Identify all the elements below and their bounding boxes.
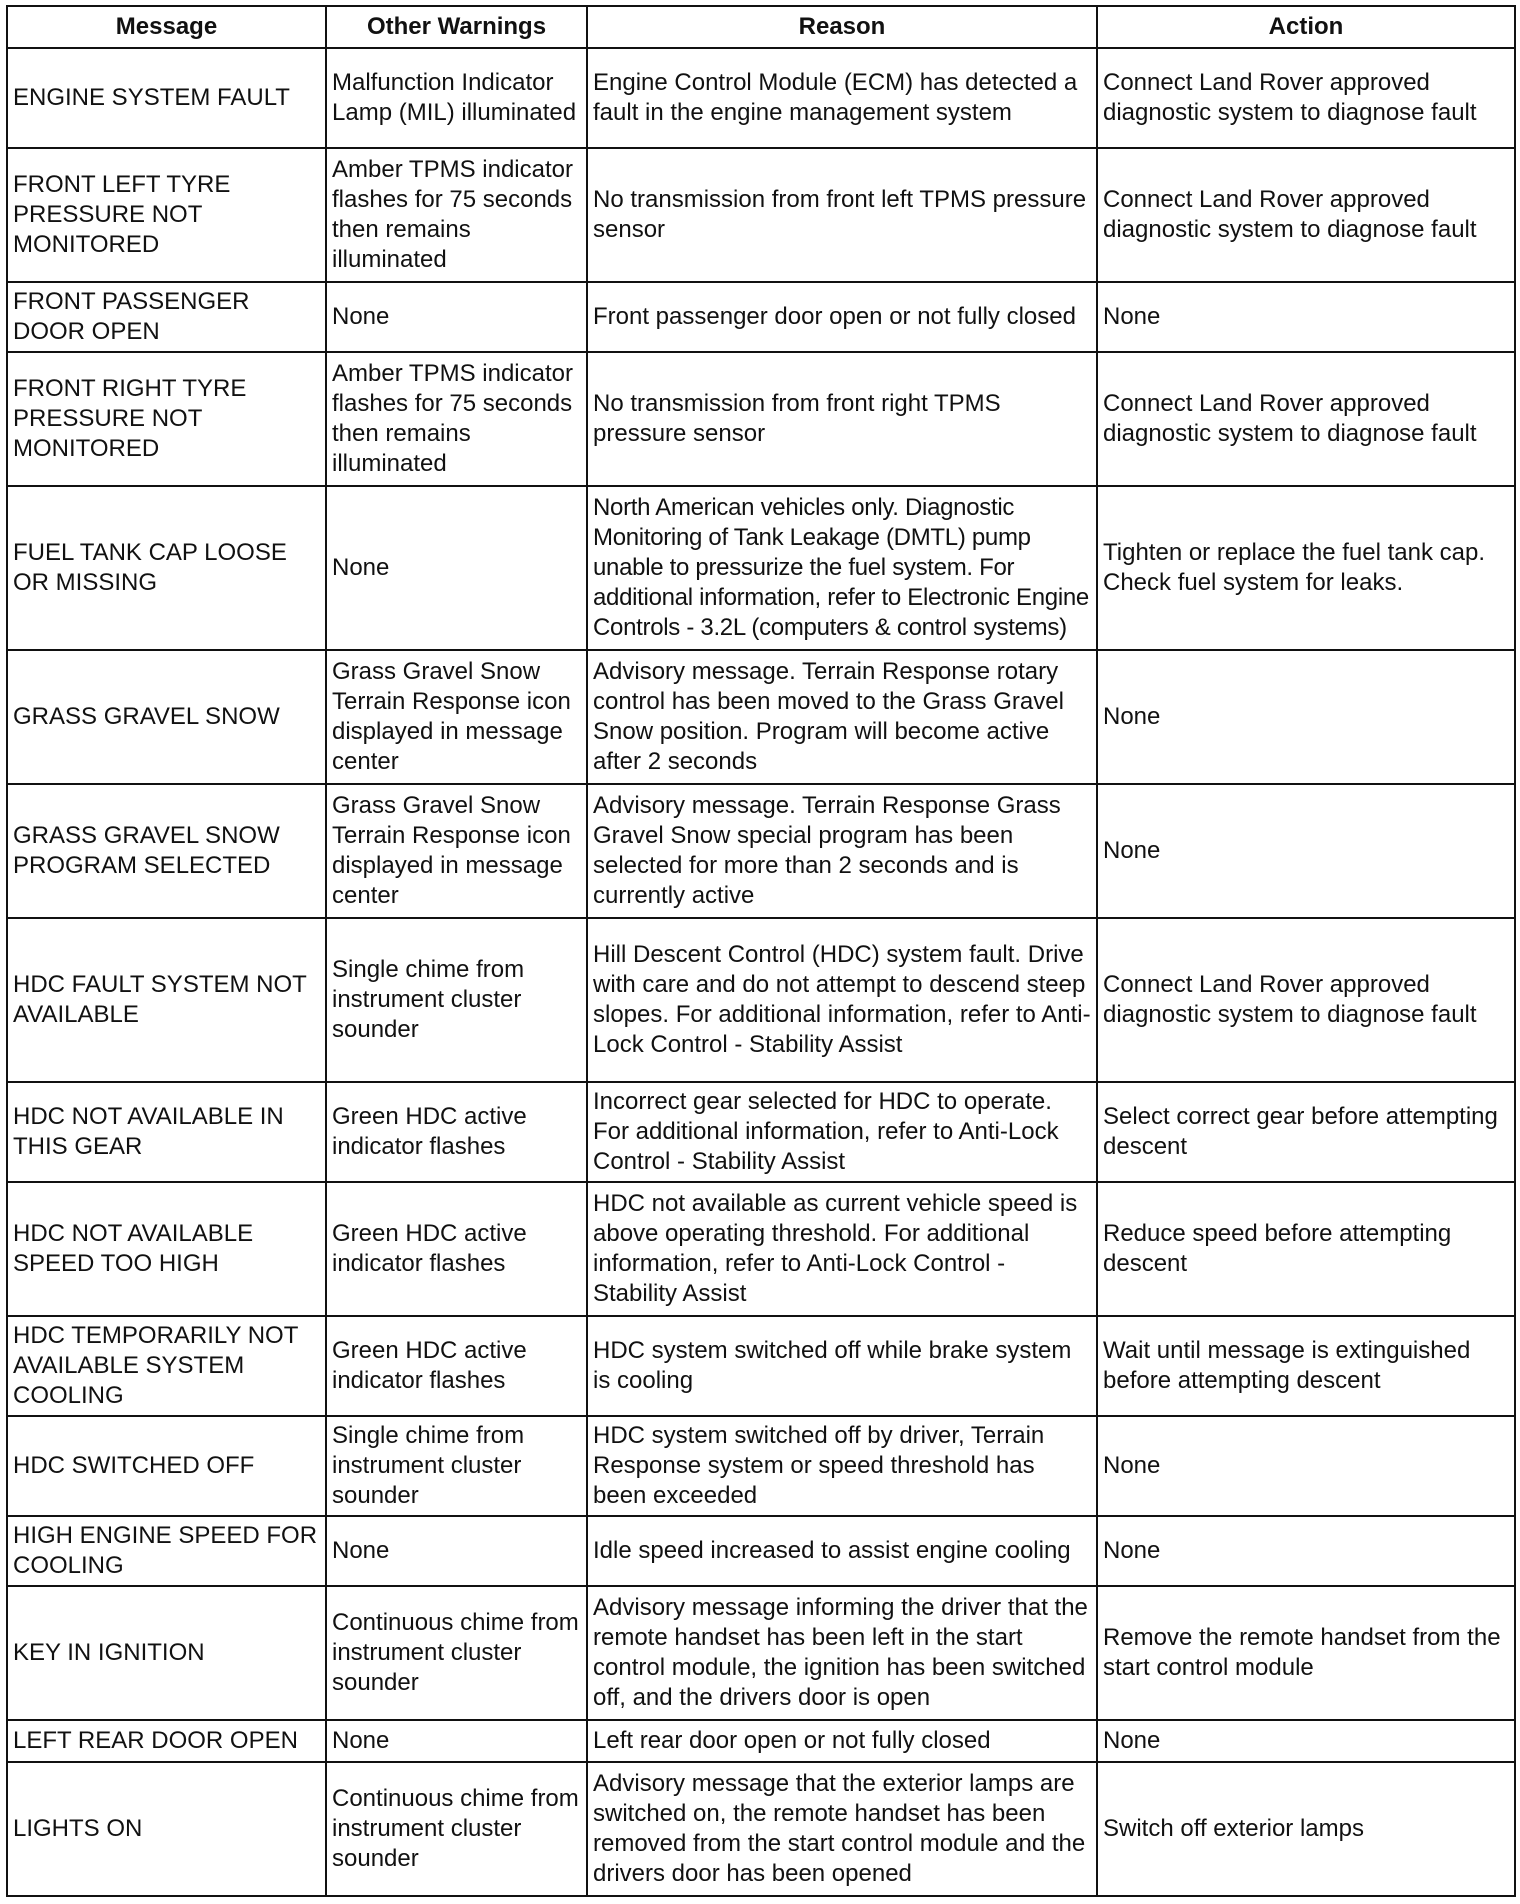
cell-warnings: Malfunction Indicator Lamp (MIL) illuminated <box>326 48 587 148</box>
cell-message: LIGHTS ON <box>7 1762 326 1896</box>
cell-warnings: Single chime from instrument cluster sounder <box>326 1416 587 1516</box>
cell-message: HDC FAULT SYSTEM NOT AVAILABLE <box>7 918 326 1082</box>
table-row <box>7 486 1515 650</box>
cell-action: Connect Land Rover approved diagnostic system to diagnose fault <box>1097 918 1515 1082</box>
table-row <box>7 148 1515 282</box>
table-row <box>7 1416 1515 1516</box>
cell-reason: Advisory message that the exterior lamps are switched on, the remote handset has been removed from the start control module and the drivers door has been opened <box>587 1762 1097 1896</box>
cell-warnings: Grass Gravel Snow Terrain Response icon displayed in message center <box>326 784 587 918</box>
cell-message: HDC NOT AVAILABLE IN THIS GEAR <box>7 1082 326 1182</box>
table-header-row <box>7 6 1515 48</box>
cell-action: Tighten or replace the fuel tank cap. Check fuel system for leaks. <box>1097 486 1515 650</box>
table-row <box>7 1516 1515 1586</box>
cell-reason: Advisory message informing the driver that the remote handset has been left in the start control module, the ignition has been switched off, and the drivers door is open <box>587 1586 1097 1720</box>
cell-message: LEFT REAR DOOR OPEN <box>7 1720 326 1762</box>
cell-message: FRONT PASSENGER DOOR OPEN <box>7 282 326 352</box>
cell-message: HIGH ENGINE SPEED FOR COOLING <box>7 1516 326 1586</box>
cell-action: Select correct gear before attempting descent <box>1097 1082 1515 1182</box>
cell-warnings: Amber TPMS indicator flashes for 75 seconds then remains illuminated <box>326 148 587 282</box>
cell-action: None <box>1097 282 1515 352</box>
cell-warnings: Green HDC active indicator flashes <box>326 1316 587 1416</box>
cell-message: KEY IN IGNITION <box>7 1586 326 1720</box>
table-row <box>7 352 1515 486</box>
cell-message: GRASS GRAVEL SNOW <box>7 650 326 784</box>
cell-warnings: Amber TPMS indicator flashes for 75 seconds then remains illuminated <box>326 352 587 486</box>
header-reason: Reason <box>587 6 1097 48</box>
table-row <box>7 1762 1515 1896</box>
cell-action: Connect Land Rover approved diagnostic system to diagnose fault <box>1097 148 1515 282</box>
cell-reason: No transmission from front left TPMS pressure sensor <box>587 148 1097 282</box>
cell-reason: Hill Descent Control (HDC) system fault. Drive with care and do not attempt to descend steep slopes. For additional information, refer to Anti-Lock Control - Stability Assist <box>587 918 1097 1082</box>
table-row <box>7 48 1515 148</box>
cell-warnings: Continuous chime from instrument cluster sounder <box>326 1762 587 1896</box>
cell-action: Wait until message is extinguished before attempting descent <box>1097 1316 1515 1416</box>
cell-action: Reduce speed before attempting descent <box>1097 1182 1515 1316</box>
cell-reason: Incorrect gear selected for HDC to operate. For additional information, refer to Anti-Lock Control - Stability Assist <box>587 1082 1097 1182</box>
cell-message: GRASS GRAVEL SNOW PROGRAM SELECTED <box>7 784 326 918</box>
cell-action: Connect Land Rover approved diagnostic system to diagnose fault <box>1097 352 1515 486</box>
table-row <box>7 650 1515 784</box>
document-page <box>6 5 1514 1899</box>
header-other-warnings: Other Warnings <box>326 6 587 48</box>
cell-action: None <box>1097 1720 1515 1762</box>
cell-reason: Left rear door open or not fully closed <box>587 1720 1097 1762</box>
cell-message: ENGINE SYSTEM FAULT <box>7 48 326 148</box>
cell-action: None <box>1097 1416 1515 1516</box>
cell-warnings: Grass Gravel Snow Terrain Response icon displayed in message center <box>326 650 587 784</box>
table-row <box>7 1182 1515 1316</box>
cell-action: Switch off exterior lamps <box>1097 1762 1515 1896</box>
cell-warnings: Green HDC active indicator flashes <box>326 1082 587 1182</box>
cell-message: HDC NOT AVAILABLE SPEED TOO HIGH <box>7 1182 326 1316</box>
table-row <box>7 784 1515 918</box>
cell-reason: HDC system switched off while brake system is cooling <box>587 1316 1097 1416</box>
table-row <box>7 1082 1515 1182</box>
cell-reason: HDC not available as current vehicle speed is above operating threshold. For additional information, refer to Anti-Lock Control - Stability Assist <box>587 1182 1097 1316</box>
cell-reason: North American vehicles only. Diagnostic Monitoring of Tank Leakage (DMTL) pump unable to pressurize the fuel system. For additional information, refer to Electronic Engine Controls - 3.2L (computers & control systems) <box>587 486 1097 650</box>
header-action: Action <box>1097 6 1515 48</box>
table-row <box>7 918 1515 1082</box>
cell-warnings: Continuous chime from instrument cluster sounder <box>326 1586 587 1720</box>
table-row <box>7 282 1515 352</box>
cell-message: HDC TEMPORARILY NOT AVAILABLE SYSTEM COOLING <box>7 1316 326 1416</box>
cell-reason: Engine Control Module (ECM) has detected a fault in the engine management system <box>587 48 1097 148</box>
cell-message: FRONT RIGHT TYRE PRESSURE NOT MONITORED <box>7 352 326 486</box>
cell-action: Remove the remote handset from the start control module <box>1097 1586 1515 1720</box>
cell-reason: Idle speed increased to assist engine cooling <box>587 1516 1097 1586</box>
table-row <box>7 1586 1515 1720</box>
cell-message: FUEL TANK CAP LOOSE OR MISSING <box>7 486 326 650</box>
cell-warnings: None <box>326 1720 587 1762</box>
cell-warnings: Single chime from instrument cluster sounder <box>326 918 587 1082</box>
cell-reason: Advisory message. Terrain Response Grass Gravel Snow special program has been selected for more than 2 seconds and is currently active <box>587 784 1097 918</box>
cell-action: None <box>1097 650 1515 784</box>
cell-warnings: None <box>326 486 587 650</box>
warning-messages-table <box>6 5 1516 1897</box>
cell-warnings: None <box>326 282 587 352</box>
table-row <box>7 1316 1515 1416</box>
cell-reason: No transmission from front right TPMS pressure sensor <box>587 352 1097 486</box>
cell-reason: HDC system switched off by driver, Terrain Response system or speed threshold has been exceeded <box>587 1416 1097 1516</box>
cell-action: Connect Land Rover approved diagnostic system to diagnose fault <box>1097 48 1515 148</box>
cell-reason: Advisory message. Terrain Response rotary control has been moved to the Grass Gravel Snow position. Program will become active after 2 seconds <box>587 650 1097 784</box>
cell-warnings: None <box>326 1516 587 1586</box>
cell-action: None <box>1097 784 1515 918</box>
cell-message: FRONT LEFT TYRE PRESSURE NOT MONITORED <box>7 148 326 282</box>
cell-message: HDC SWITCHED OFF <box>7 1416 326 1516</box>
cell-reason: Front passenger door open or not fully closed <box>587 282 1097 352</box>
header-message: Message <box>7 6 326 48</box>
table-row <box>7 1720 1515 1762</box>
cell-action: None <box>1097 1516 1515 1586</box>
cell-warnings: Green HDC active indicator flashes <box>326 1182 587 1316</box>
